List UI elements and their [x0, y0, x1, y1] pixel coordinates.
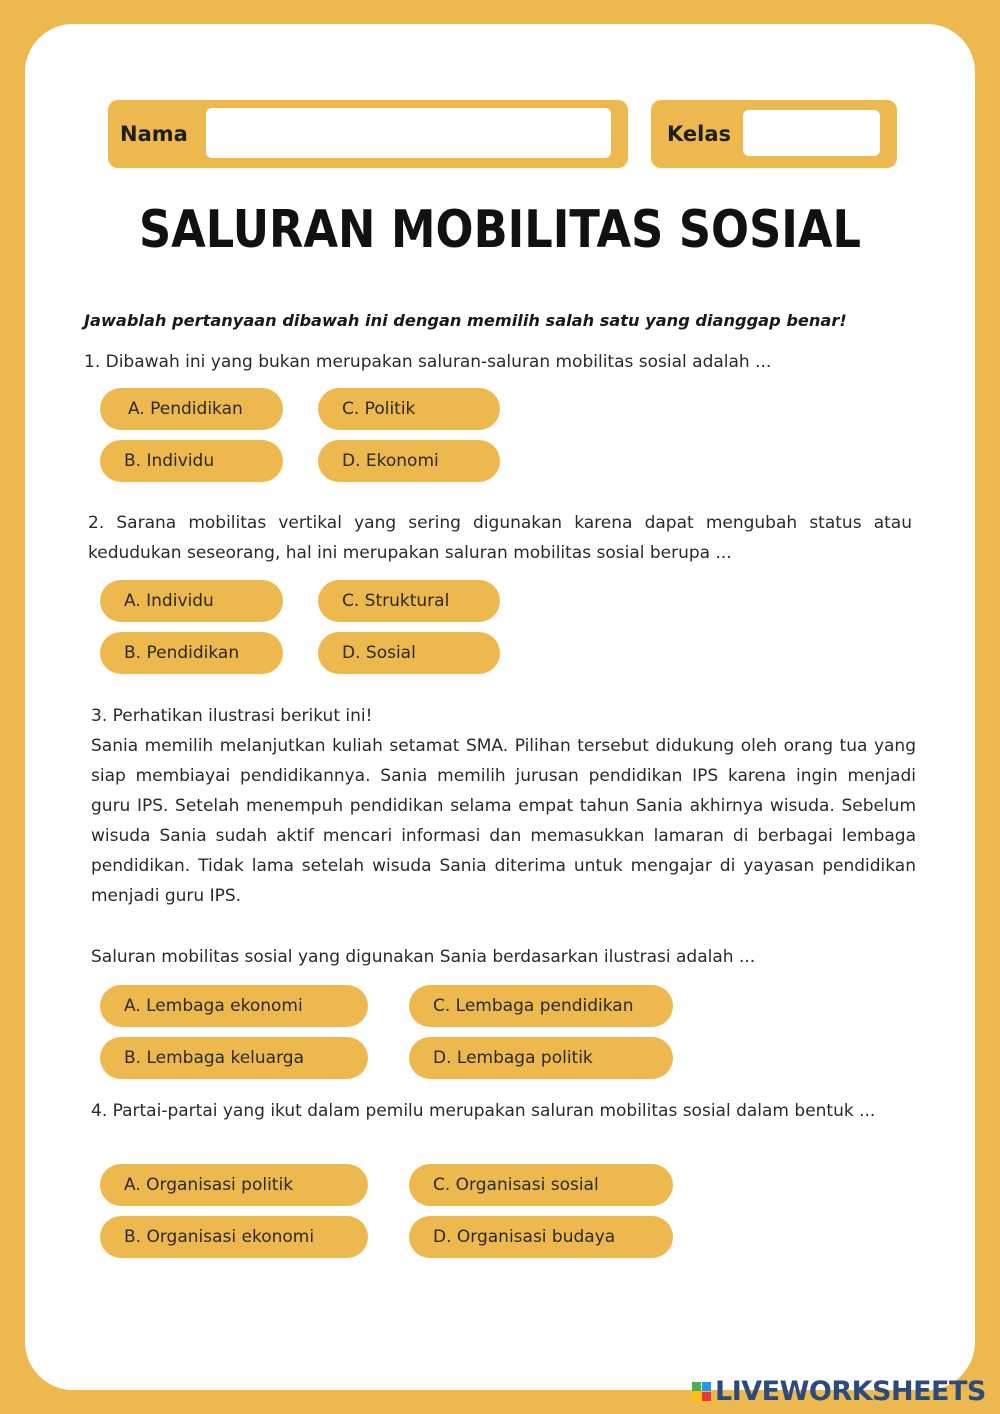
q2-option-d[interactable]: D. Sosial — [318, 632, 500, 674]
q3-option-d[interactable]: D. Lembaga politik — [409, 1037, 673, 1079]
question-4-text: 4. Partai-partai yang ikut dalam pemilu merupakan saluran mobilitas sosial dalam bentuk ... — [91, 1101, 876, 1121]
q4-option-a[interactable]: A. Organisasi politik — [100, 1164, 368, 1206]
class-field-box — [651, 100, 897, 168]
name-input[interactable] — [206, 108, 611, 158]
q4-option-d[interactable]: D. Organisasi budaya — [409, 1216, 673, 1258]
q2-option-a[interactable]: A. Individu — [100, 580, 283, 622]
q1-option-a[interactable]: A. Pendidikan — [100, 388, 283, 430]
instructions: Jawablah pertanyaan dibawah ini dengan memilih salah satu yang dianggap benar! — [84, 311, 847, 330]
q2-option-b[interactable]: B. Pendidikan — [100, 632, 283, 674]
class-label: Kelas — [667, 122, 732, 146]
q3-option-a[interactable]: A. Lembaga ekonomi — [100, 985, 368, 1027]
page-title: SALURAN MOBILITAS SOSIAL — [138, 200, 862, 260]
q1-option-c[interactable]: C. Politik — [318, 388, 500, 430]
liveworksheets-logo[interactable] — [692, 1374, 986, 1408]
q3-option-c[interactable]: C. Lembaga pendidikan — [409, 985, 673, 1027]
q1-option-b[interactable]: B. Individu — [100, 440, 283, 482]
name-label: Nama — [120, 122, 188, 146]
q3-option-b[interactable]: B. Lembaga keluarga — [100, 1037, 368, 1079]
name-field-box — [108, 100, 628, 168]
q2-option-c[interactable]: C. Struktural — [318, 580, 500, 622]
question-3-passage: Sania memilih melanjutkan kuliah setamat SMA. Pilihan tersebut didukung oleh orang tua yang siap membiayai pendidikannya. Sania memilih jurusan pendidikan IPS karena ingin menjadi guru IPS. Setelah menempuh pendidikan selama empat tahun Sania akhirnya wisuda. Sebelum wisuda Sania sudah aktif mencari informasi dan memasukkan lamaran di berbagai lembaga pendidikan. Tidak lama setelah wisuda Sania diterima untuk mengajar di yayasan pendidikan menjadi guru IPS. — [91, 736, 916, 906]
question-1-text: 1. Dibawah ini yang bukan merupakan saluran-saluran mobilitas sosial adalah ... — [84, 352, 772, 372]
q4-option-c[interactable]: C. Organisasi sosial — [409, 1164, 673, 1206]
liveworksheets-wordmark: LIVEWORKSHEETS — [715, 1375, 986, 1407]
q1-option-d[interactable]: D. Ekonomi — [318, 440, 500, 482]
question-2-text: 2. Sarana mobilitas vertikal yang sering digunakan karena dapat mengubah status atau kedudukan seseorang, hal ini merupakan saluran mobilitas sosial berupa ... — [88, 513, 912, 563]
question-3-text: Saluran mobilitas sosial yang digunakan Sania berdasarkan ilustrasi adalah ... — [91, 947, 756, 967]
liveworksheets-icon — [692, 1382, 711, 1401]
question-3-intro: 3. Perhatikan ilustrasi berikut ini! — [91, 706, 373, 726]
class-input[interactable] — [743, 110, 880, 156]
q4-option-b[interactable]: B. Organisasi ekonomi — [100, 1216, 368, 1258]
